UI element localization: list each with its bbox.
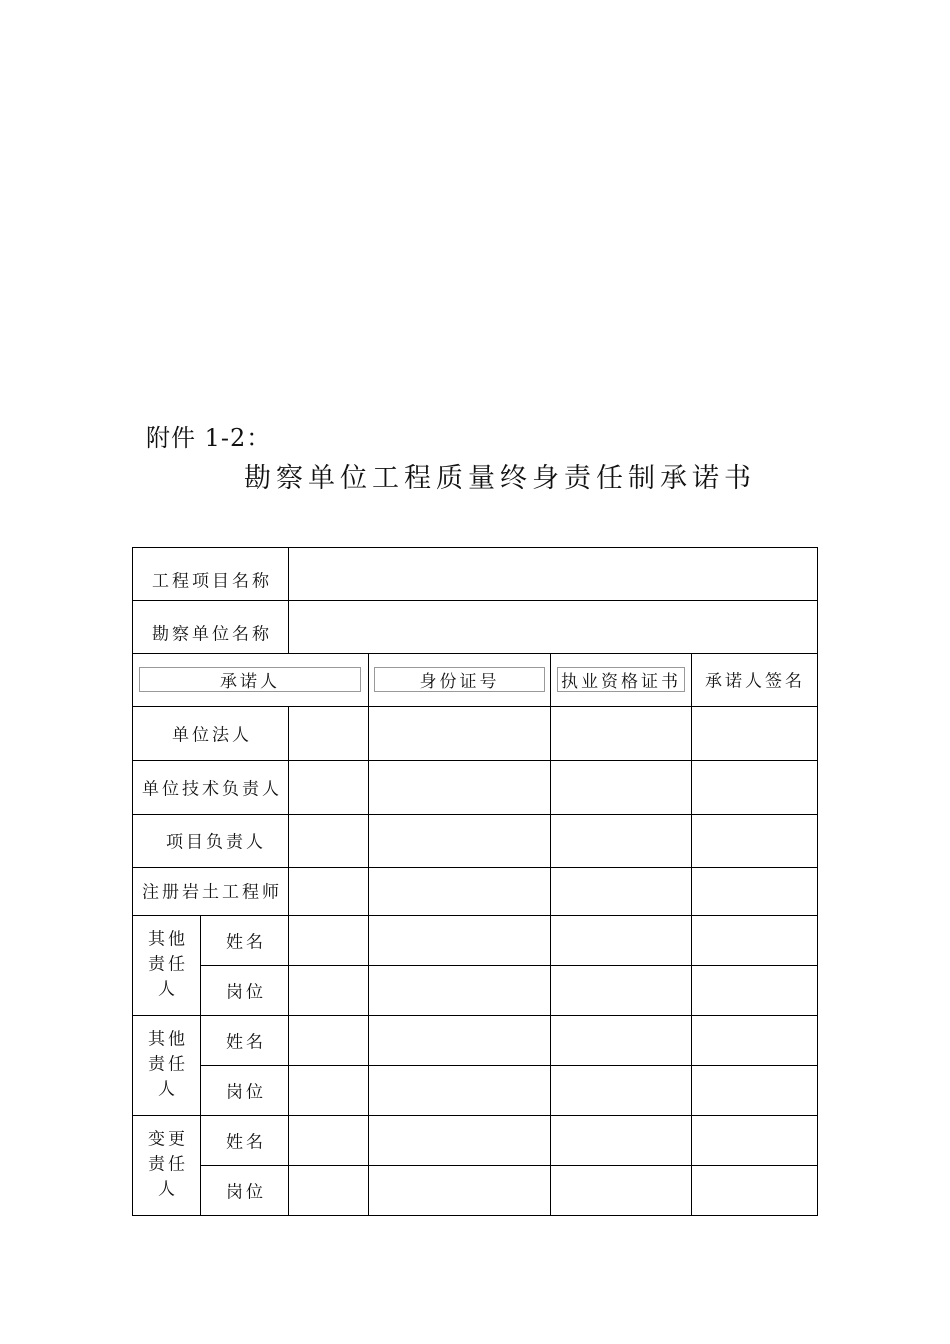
col-divider — [691, 653, 692, 1215]
row-divider — [200, 1065, 818, 1066]
col-divider — [368, 653, 369, 1215]
row-divider — [132, 653, 818, 654]
table-border-left — [132, 547, 133, 1216]
name-label: 姓名 — [226, 1032, 266, 1053]
attachment-label: 附件 1-2： — [146, 424, 272, 452]
row-divider — [132, 915, 818, 916]
col-divider — [288, 547, 289, 653]
table-border-bottom — [132, 1215, 818, 1216]
role-registered-engineer: 注册岩土工程师 — [142, 882, 282, 903]
header-qualification: 执业资格证书 — [557, 667, 685, 692]
col-divider — [288, 706, 289, 1215]
name-label: 姓名 — [226, 1132, 266, 1153]
group-label-changed: 变更 责任 人 — [148, 1129, 188, 1200]
role-legal-rep: 单位法人 — [172, 725, 252, 746]
row-divider — [132, 867, 818, 868]
post-label: 岗位 — [226, 982, 266, 1003]
row-divider — [132, 600, 818, 601]
survey-unit-label: 勘察单位名称 — [152, 624, 272, 645]
row-divider — [132, 706, 818, 707]
row-divider — [132, 814, 818, 815]
row-divider — [132, 1115, 818, 1116]
row-divider — [132, 1015, 818, 1016]
col-divider — [550, 653, 551, 1215]
post-label: 岗位 — [226, 1182, 266, 1203]
role-project-lead: 项目负责人 — [166, 832, 266, 853]
role-tech-lead: 单位技术负责人 — [142, 779, 282, 800]
group-label-other-1: 其他 责任 人 — [148, 929, 188, 1000]
header-promisor: 承诺人 — [139, 667, 361, 692]
post-label: 岗位 — [226, 1082, 266, 1103]
header-signature: 承诺人签名 — [705, 671, 805, 692]
table-border-top — [132, 547, 818, 548]
row-divider — [200, 965, 818, 966]
row-divider — [132, 760, 818, 761]
commitment-form-table — [132, 547, 818, 1217]
document-title: 勘察单位工程质量终身责任制承诺书 — [244, 463, 756, 494]
table-border-right — [817, 547, 818, 1216]
group-label-other-2: 其他 责任 人 — [148, 1029, 188, 1100]
col-divider — [200, 915, 201, 1215]
header-id-number: 身份证号 — [374, 667, 545, 692]
project-name-label: 工程项目名称 — [152, 571, 272, 592]
name-label: 姓名 — [226, 932, 266, 953]
row-divider — [200, 1165, 818, 1166]
